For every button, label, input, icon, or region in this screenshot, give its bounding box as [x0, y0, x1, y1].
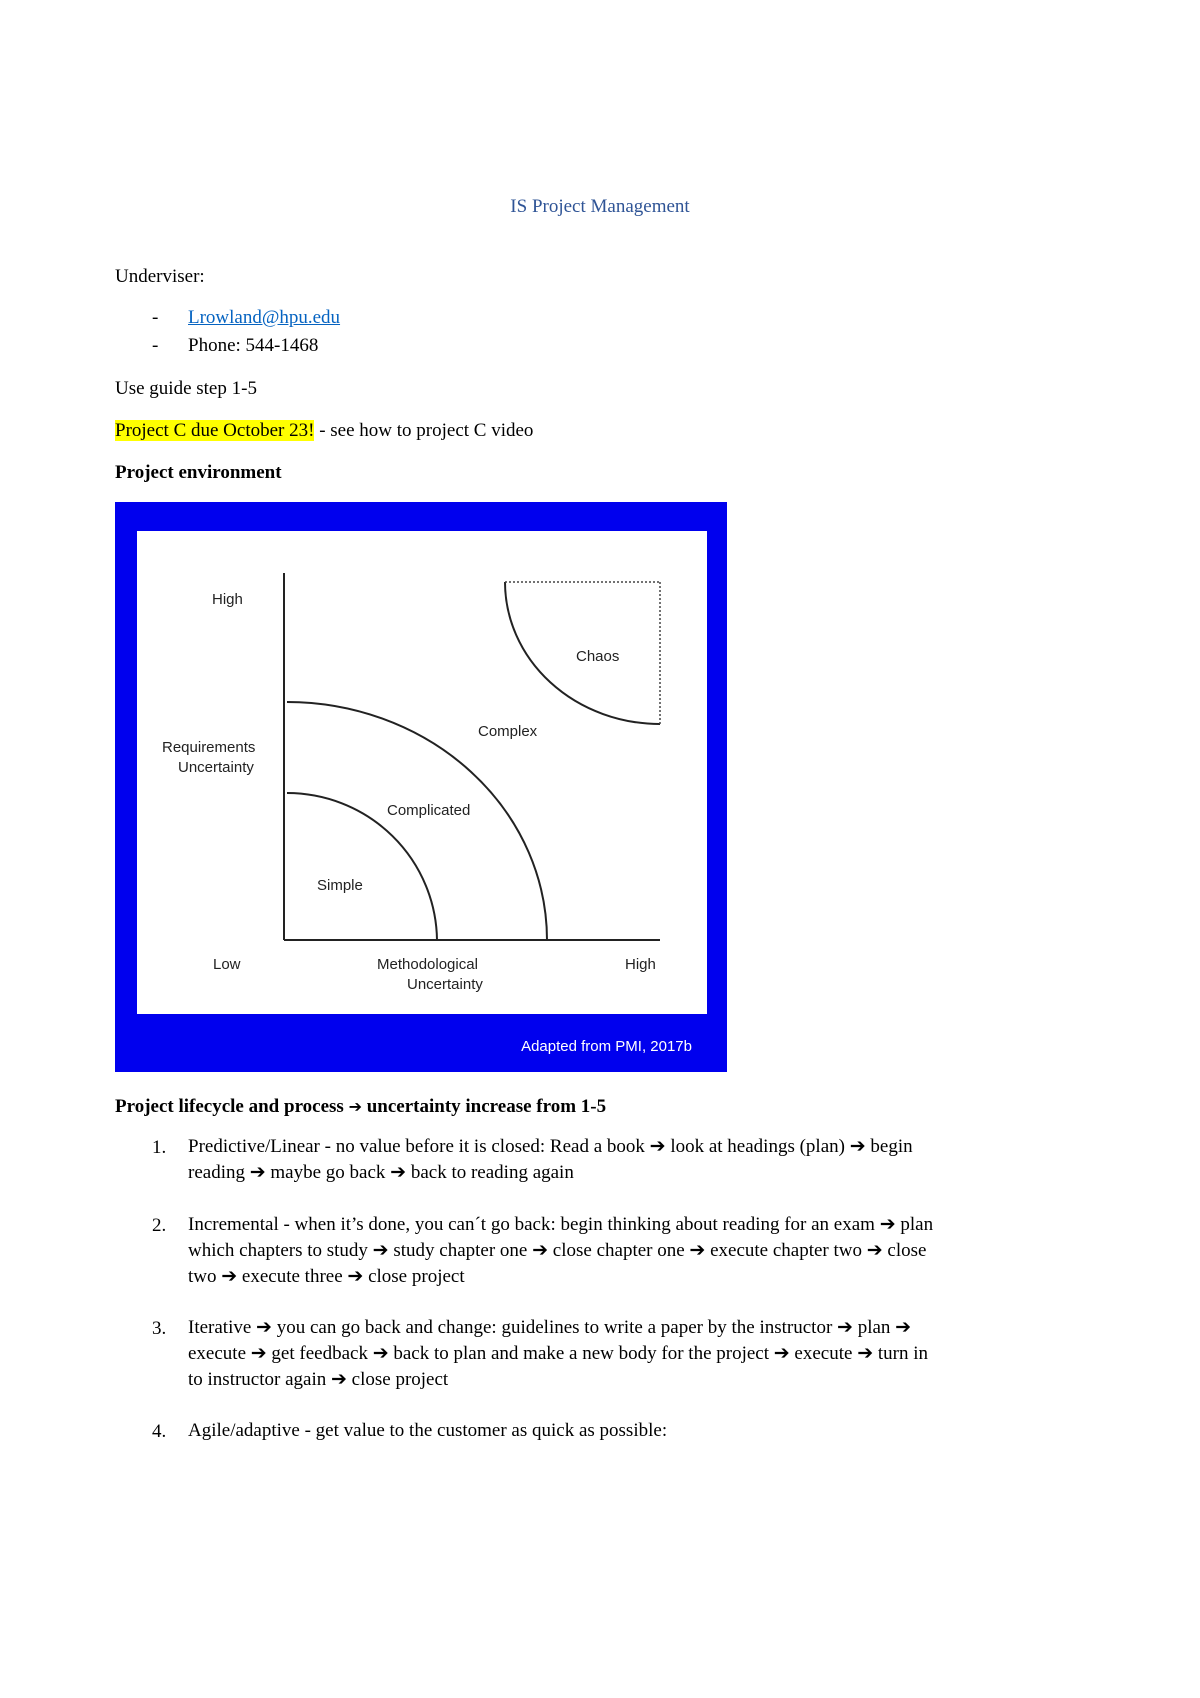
- list-item-line: reading ➔ maybe go back ➔ back to reading again: [188, 1162, 574, 1183]
- page-title: IS Project Management: [510, 196, 690, 217]
- due-highlight: Project C due October 23!: [115, 420, 315, 441]
- list-item-line: which chapters to study ➔ study chapter one ➔ close chapter one ➔ execute chapter two ➔ close: [188, 1240, 927, 1261]
- x-axis-low-label: Low: [213, 956, 241, 973]
- region-simple-label: Simple: [317, 877, 363, 894]
- region-complicated-label: Complicated: [387, 802, 471, 819]
- figure-caption: Adapted from PMI, 2017b: [521, 1038, 692, 1055]
- list-item: [188, 1418, 1088, 1444]
- list-item: [188, 1212, 1088, 1290]
- contact-dash: -: [152, 335, 159, 356]
- due-rest: - see how to project C video: [314, 420, 534, 441]
- heading-lifecycle-part1: Project lifecycle and process: [115, 1096, 349, 1117]
- heading-lifecycle-part2: uncertainty increase from 1-5: [361, 1096, 607, 1117]
- list-item: [188, 1134, 1088, 1186]
- email-link[interactable]: Lrowland@hpu.edu: [188, 307, 341, 328]
- guide-step-text: Use guide step 1-5: [115, 378, 257, 399]
- due-line: [115, 418, 533, 444]
- arrow-icon: ➔: [348, 1097, 362, 1116]
- region-chaos-label: Chaos: [576, 648, 620, 665]
- x-axis-high-label: High: [625, 956, 656, 973]
- list-item-line: execute ➔ get feedback ➔ back to plan and make a new body for the project ➔ execute ➔ turn in: [188, 1343, 928, 1364]
- heading-project-environment: Project environment: [115, 462, 282, 483]
- list-item-number: 3.: [152, 1318, 167, 1339]
- region-complex-label: Complex: [478, 723, 538, 740]
- list-item-line: Incremental - when it’s done, you can´t go back: begin thinking about reading for an exam ➔ plan: [188, 1214, 934, 1235]
- list-item-line: two ➔ execute three ➔ close project: [188, 1266, 465, 1287]
- y-axis-title-line1: Requirements: [162, 739, 256, 756]
- list-item-number: 4.: [152, 1421, 167, 1442]
- x-axis-title-line2: Uncertainty: [407, 976, 483, 993]
- list-item-number: 1.: [152, 1137, 167, 1158]
- list-item-line: to instructor again ➔ close project: [188, 1369, 449, 1390]
- y-axis-title-line2: Uncertainty: [178, 759, 254, 776]
- underviser-label: Underviser:: [115, 266, 205, 287]
- figure-canvas: [137, 531, 707, 1014]
- list-item-line: Iterative ➔ you can go back and change: guidelines to write a paper by the instructor ➔ plan ➔: [188, 1317, 912, 1338]
- list-item: [188, 1315, 1088, 1393]
- contact-dash: -: [152, 307, 159, 328]
- list-item-line: Agile/adaptive - get value to the customer as quick as possible:: [188, 1420, 668, 1441]
- list-item-line: Predictive/Linear - no value before it is closed: Read a book ➔ look at headings (plan) ➔ begin: [188, 1136, 913, 1157]
- heading-lifecycle: [115, 1094, 606, 1120]
- y-axis-high-label: High: [212, 591, 243, 608]
- project-environment-figure: [115, 502, 727, 1072]
- phone-text: Phone: 544-1468: [188, 335, 319, 356]
- list-item-number: 2.: [152, 1215, 167, 1236]
- x-axis-title-line1: Methodological: [377, 956, 478, 973]
